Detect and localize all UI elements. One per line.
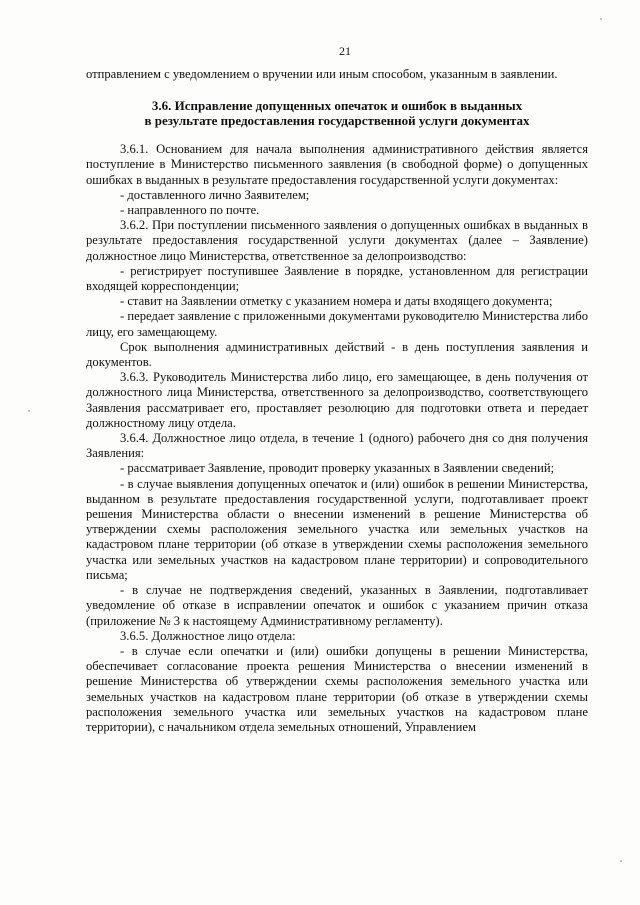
list-item-reviews: - рассматривает Заявление, проводит проверку указанных в Заявлении сведений; — [120, 461, 555, 476]
section-heading-line-1: 3.6. Исправление допущенных опечаток и ошибок в выданных — [151, 98, 523, 114]
list-item-registers: - регистрирует поступившее Заявление в порядке, установленном для регистрации входящей корреспонденции; — [86, 263, 588, 294]
list-item-transfers: - передает заявление с приложенными документами руководителю Министерства либо лицу, его замещающему. — [86, 309, 588, 339]
paragraph-3-6-5: 3.6.5. Должностное лицо отдела: — [120, 628, 296, 643]
section-body — [86, 142, 588, 735]
section-heading — [86, 98, 588, 128]
scan-speck — [28, 410, 30, 412]
scan-speck — [600, 18, 602, 20]
paragraph-3-6-4: 3.6.4. Должностное лицо отдела, в течение 1 (одного) рабочего дня со дня получения Заявления: — [86, 431, 588, 461]
list-item-delivered: - доставленного лично Заявителем; — [120, 187, 310, 202]
paragraph-3-6-1: 3.6.1. Основанием для начала выполнения административного действия является поступление в Министерство письменного заявления (в свободной форме) о допущенных ошибках в выданных в результате предоставления государственной услуги документах: — [86, 142, 588, 187]
paragraph-deadline: Срок выполнения административных действий - в день поступления заявления и документов. — [86, 339, 588, 370]
page-number: 21 — [339, 44, 351, 58]
paragraph-3-6-2: 3.6.2. При поступлении письменного заявления о допущенных ошибках в выданных в результате предоставления государственной услуги документах (далее – Заявление) должностное лицо Министерства, ответственное за делопроизводство: — [86, 218, 588, 263]
list-item-errors-found: - в случае выявления допущенных опечаток и (или) ошибок в решении Министерства, выданном в результате предоставления государственной услуги, подготавливает проект решения Министерства области о внесении изменений в решение Министерства об утверждении схемы расположения земельного участка или земельных участков на кадастровом плане территории (об отказе в утверждении схемы расположения земельного участка или земельных участков на кадастровом плане территории) и сопроводительного письма; — [86, 476, 588, 582]
section-heading-line-2: в результате предоставления государственной услуги документах — [144, 113, 530, 129]
list-item-not-confirmed: - в случае не подтверждения сведений, указанных в Заявлении, подготавливает уведомление об отказе в исправлении опечаток и ошибок с указанием причин отказа (приложение № 3 к настоящему Административному регламенту). — [86, 583, 588, 628]
scan-speck — [620, 860, 622, 862]
list-item-marks: - ставит на Заявлении отметку с указанием номера и даты входящего документа; — [120, 294, 553, 309]
intro-paragraph: отправлением с уведомлением о вручении или иным способом, указанным в заявлении. — [86, 67, 558, 81]
list-item-approval: - в случае если опечатки и (или) ошибки допущены в решении Министерства, обеспечивает согласование проекта решения Министерства о внесении изменений в решение Министерства об утверждении схемы расположения земельного участка или земельных участков на кадастровом плане территории (об отказе в утверждении схемы расположения земельного участка или земельных участков на кадастровом плане территории), с начальником отдела земельных отношений, Управлением — [86, 643, 588, 734]
paragraph-3-6-3: 3.6.3. Руководитель Министерства либо лицо, его замещающее, в день получения от должностного лица Министерства, ответственного за делопроизводство, соответствующего Заявления рассматривает его, проставляет резолюцию для подготовки ответа и передает должностному лицу отдела. — [86, 370, 588, 430]
list-item-mailed: - направленного по почте. — [120, 203, 260, 218]
